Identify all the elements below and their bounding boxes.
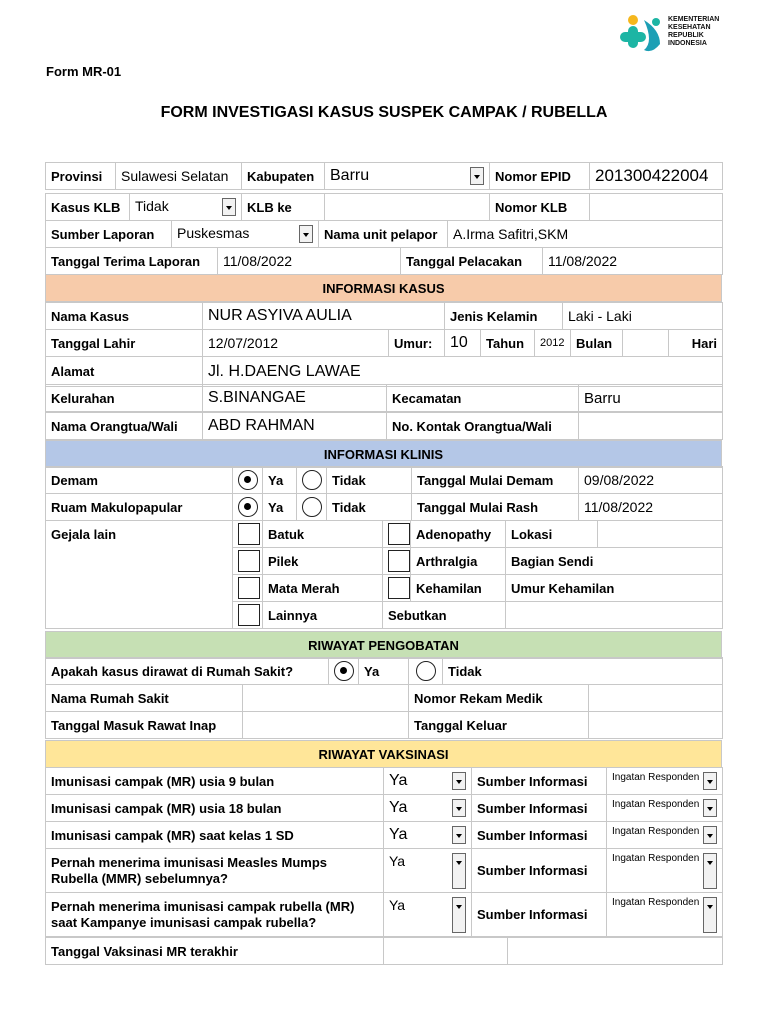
ortu-label: Nama Orangtua/Wali (46, 413, 203, 440)
chevron-down-icon[interactable] (703, 897, 717, 933)
provinsi-label: Provinsi (46, 163, 116, 190)
arthralgia-checkbox[interactable] (383, 548, 411, 575)
pilek-label: Pilek (263, 548, 383, 575)
chevron-down-icon[interactable] (452, 853, 466, 889)
lokasi-field[interactable] (598, 521, 723, 548)
adenopathy-label: Adenopathy (411, 521, 506, 548)
sumber-info-select[interactable]: Ingatan Responden (607, 893, 723, 937)
radio-empty-icon[interactable] (416, 661, 436, 681)
vaksin-mmr-select[interactable]: Ya (384, 849, 472, 893)
kelurahan-label: Kelurahan (46, 385, 203, 412)
klb-ke-field[interactable] (325, 194, 490, 221)
chevron-down-icon[interactable] (703, 799, 717, 817)
rs-tidak-radio[interactable] (409, 658, 443, 685)
logo-text: KEMENTERIAN KESEHATAN REPUBLIK INDONESIA (668, 16, 720, 47)
demam-tidak-label: Tidak (327, 467, 412, 494)
demam-ya-label: Ya (263, 467, 297, 494)
vaksin-kampanye-label: Pernah menerima imunisasi campak rubella (MR) saat Kampanye imunisasi campak rubella? (46, 893, 384, 937)
form-code: Form MR-01 (46, 64, 122, 79)
rekam-medik-field[interactable] (589, 685, 723, 712)
tanggal-table (45, 247, 723, 275)
gejala-spacer (46, 602, 233, 629)
jenis-kelamin-value[interactable]: Laki - Laki (563, 303, 723, 330)
pengobatan-header (45, 631, 722, 659)
gejala-spacer (46, 575, 233, 602)
keluar-label: Tanggal Keluar (409, 712, 589, 739)
sumber-info-label: Sumber Informasi (472, 849, 607, 893)
chevron-down-icon[interactable] (299, 225, 313, 243)
nomor-klb-field[interactable] (590, 194, 723, 221)
demam-label: Demam (46, 467, 233, 494)
sumber-info-select[interactable]: Ingatan Responden (607, 849, 723, 893)
vaksin-9-bulan-select[interactable]: Ya (384, 768, 472, 795)
gejala-label: Gejala lain (46, 521, 233, 548)
demam-tidak-radio[interactable] (297, 467, 327, 494)
nama-rs-field[interactable] (243, 685, 409, 712)
tgl-lacak-label: Tanggal Pelacakan (401, 248, 543, 275)
mulai-demam-label: Tanggal Mulai Demam (412, 467, 579, 494)
nama-kasus-value[interactable]: NUR ASYIVA AULIA (203, 303, 445, 330)
sebutkan-label: Sebutkan (383, 602, 506, 629)
klb-table (45, 193, 723, 221)
vaksin-kelas-1-label: Imunisasi campak (MR) saat kelas 1 SD (46, 822, 384, 849)
sumber-info-label: Sumber Informasi (472, 893, 607, 937)
nomor-klb-label: Nomor KLB (490, 194, 590, 221)
kasus-row-3 (45, 356, 723, 387)
checkbox-icon[interactable] (238, 577, 260, 599)
batuk-label: Batuk (263, 521, 383, 548)
sumber-select[interactable]: Puskesmas (172, 221, 319, 248)
lokasi-label: Lokasi (506, 521, 598, 548)
chevron-down-icon[interactable] (703, 772, 717, 790)
unit-value[interactable]: A.Irma Safitri,SKM (448, 221, 723, 248)
mata-merah-checkbox[interactable] (233, 575, 263, 602)
demam-ya-radio[interactable] (233, 467, 263, 494)
nama-rs-label: Nama Rumah Sakit (46, 685, 243, 712)
sebutkan-field[interactable] (506, 602, 723, 629)
vaksinasi-table (45, 767, 723, 937)
bulan-label: Bulan (571, 330, 623, 357)
general-info-table (45, 162, 723, 190)
sumber-info-select[interactable]: Ingatan Responden (607, 795, 723, 822)
kecamatan-value[interactable]: Barru (579, 385, 723, 412)
checkbox-icon[interactable] (388, 577, 410, 599)
rs-ya-radio[interactable] (329, 658, 359, 685)
nama-kasus-label: Nama Kasus (46, 303, 203, 330)
section-informasi-klinis: INFORMASI KLINIS (46, 441, 722, 468)
tgl-terima-value[interactable]: 11/08/2022 (218, 248, 401, 275)
rs-ya-label: Ya (359, 658, 409, 685)
ruam-tidak-radio[interactable] (297, 494, 327, 521)
kelurahan-value[interactable]: S.BINANGAE (203, 385, 387, 412)
ortu-value[interactable]: ABD RAHMAN (203, 413, 387, 440)
unit-label: Nama unit pelapor (319, 221, 448, 248)
kabupaten-label: Kabupaten (242, 163, 325, 190)
alamat-value[interactable]: Jl. H.DAENG LAWAE (203, 357, 723, 387)
section-riwayat-pengobatan: RIWAYAT PENGOBATAN (46, 632, 722, 659)
vaksin-18-bulan-label: Imunisasi campak (MR) usia 18 bulan (46, 795, 384, 822)
alamat-label: Alamat (46, 357, 203, 387)
vaksin-kampanye-select[interactable]: Ya (384, 893, 472, 937)
mulai-rash-label: Tanggal Mulai Rash (412, 494, 579, 521)
chevron-down-icon[interactable] (452, 799, 466, 817)
kehamilan-checkbox[interactable] (383, 575, 411, 602)
tgl-lacak-value[interactable]: 11/08/2022 (543, 248, 723, 275)
arthralgia-label: Arthralgia (411, 548, 506, 575)
mata-merah-label: Mata Merah (263, 575, 383, 602)
adenopathy-checkbox[interactable] (383, 521, 411, 548)
tahun-label: Tahun (481, 330, 535, 357)
chevron-down-icon[interactable] (703, 826, 717, 844)
gejala-table (45, 520, 723, 629)
keluar-field[interactable] (589, 712, 723, 739)
info-kasus-header (45, 274, 722, 302)
epid-label: Nomor EPID (490, 163, 590, 190)
chevron-down-icon[interactable] (452, 897, 466, 933)
kasus-row-5 (45, 412, 723, 440)
kecamatan-label: Kecamatan (387, 385, 579, 412)
tanggal-lahir-label: Tanggal Lahir (46, 330, 203, 357)
vaksin-terakhir-extra[interactable] (508, 938, 723, 965)
kasus-klb-select[interactable]: Tidak (130, 194, 242, 221)
chevron-down-icon[interactable] (703, 853, 717, 889)
vaksin-terakhir-label: Tanggal Vaksinasi MR terakhir (46, 938, 384, 965)
provinsi-value[interactable]: Sulawesi Selatan (116, 163, 242, 190)
chevron-down-icon[interactable] (452, 772, 466, 790)
chevron-down-icon[interactable] (452, 826, 466, 844)
sumber-info-label: Sumber Informasi (472, 768, 607, 795)
radio-selected-icon[interactable] (238, 470, 258, 490)
masuk-label: Tanggal Masuk Rawat Inap (46, 712, 243, 739)
radio-empty-icon[interactable] (302, 497, 322, 517)
checkbox-icon[interactable] (238, 550, 260, 572)
info-klinis-header (45, 440, 722, 468)
masuk-field[interactable] (243, 712, 409, 739)
batuk-checkbox[interactable] (233, 521, 263, 548)
ruam-tidak-label: Tidak (327, 494, 412, 521)
section-informasi-kasus: INFORMASI KASUS (46, 275, 722, 302)
pengobatan-table (45, 657, 723, 739)
chevron-down-icon[interactable] (470, 167, 484, 185)
klb-ke-label: KLB ke (242, 194, 325, 221)
checkbox-icon[interactable] (238, 523, 260, 545)
ruam-ya-label: Ya (263, 494, 297, 521)
epid-value[interactable]: 201300422004 (590, 163, 723, 190)
kemenkes-logo (616, 10, 736, 62)
rs-tidak-label: Tidak (443, 658, 723, 685)
lainnya-checkbox[interactable] (233, 602, 263, 629)
ruam-ya-radio[interactable] (233, 494, 263, 521)
tgl-terima-label: Tanggal Terima Laporan (46, 248, 218, 275)
sumber-info-label: Sumber Informasi (472, 795, 607, 822)
ruam-label: Ruam Makulopapular (46, 494, 233, 521)
bulan-field[interactable] (623, 330, 669, 357)
jenis-kelamin-label: Jenis Kelamin (445, 303, 563, 330)
radio-selected-icon[interactable] (238, 497, 258, 517)
checkbox-icon[interactable] (238, 604, 260, 626)
vaksin-mmr-label: Pernah menerima imunisasi Measles Mumps Rubella (MMR) sebelumnya? (46, 849, 384, 893)
tahun-value[interactable]: 2012 (535, 330, 571, 357)
kasus-row-1 (45, 302, 723, 330)
sumber-table (45, 220, 723, 248)
mulai-rash-value[interactable]: 11/08/2022 (579, 494, 723, 521)
kabupaten-select[interactable]: Barru (325, 163, 490, 190)
umur-label: Umur: (389, 330, 445, 357)
vaksin-9-bulan-label: Imunisasi campak (MR) usia 9 bulan (46, 768, 384, 795)
chevron-down-icon[interactable] (222, 198, 236, 216)
bagian-sendi-label: Bagian Sendi (506, 548, 723, 575)
umur-value[interactable]: 10 (445, 330, 481, 357)
kehamilan-label: Kehamilan (411, 575, 506, 602)
rs-question: Apakah kasus dirawat di Rumah Sakit? (46, 658, 329, 685)
vaksin-terakhir-table (45, 937, 723, 965)
umur-kehamilan-label: Umur Kehamilan (506, 575, 723, 602)
vaksinasi-header (45, 740, 722, 768)
kontak-field[interactable] (579, 413, 723, 440)
vaksin-terakhir-field[interactable] (384, 938, 508, 965)
section-riwayat-vaksinasi: RIWAYAT VAKSINASI (46, 741, 722, 768)
kasus-row-2 (45, 329, 723, 357)
checkbox-icon[interactable] (388, 523, 410, 545)
kemenkes-logo-icon (616, 10, 666, 60)
gejala-spacer (46, 548, 233, 575)
checkbox-icon[interactable] (388, 550, 410, 572)
mulai-demam-value[interactable]: 09/08/2022 (579, 467, 723, 494)
tanggal-lahir-value[interactable]: 12/07/2012 (203, 330, 389, 357)
vaksin-kelas-1-select[interactable]: Ya (384, 822, 472, 849)
radio-empty-icon[interactable] (302, 470, 322, 490)
rekam-medik-label: Nomor Rekam Medik (409, 685, 589, 712)
kasus-klb-label: Kasus KLB (46, 194, 130, 221)
radio-selected-icon[interactable] (334, 661, 354, 681)
pilek-checkbox[interactable] (233, 548, 263, 575)
lainnya-label: Lainnya (263, 602, 383, 629)
klinis-table (45, 466, 723, 521)
sumber-label: Sumber Laporan (46, 221, 172, 248)
vaksin-18-bulan-select[interactable]: Ya (384, 795, 472, 822)
kontak-label: No. Kontak Orangtua/Wali (387, 413, 579, 440)
sumber-info-select[interactable]: Ingatan Responden (607, 768, 723, 795)
sumber-info-select[interactable]: Ingatan Responden (607, 822, 723, 849)
page-title: FORM INVESTIGASI KASUS SUSPEK CAMPAK / RUBELLA (160, 104, 608, 121)
kasus-row-4 (45, 384, 723, 412)
sumber-info-label: Sumber Informasi (472, 822, 607, 849)
hari-label: Hari (669, 330, 723, 357)
